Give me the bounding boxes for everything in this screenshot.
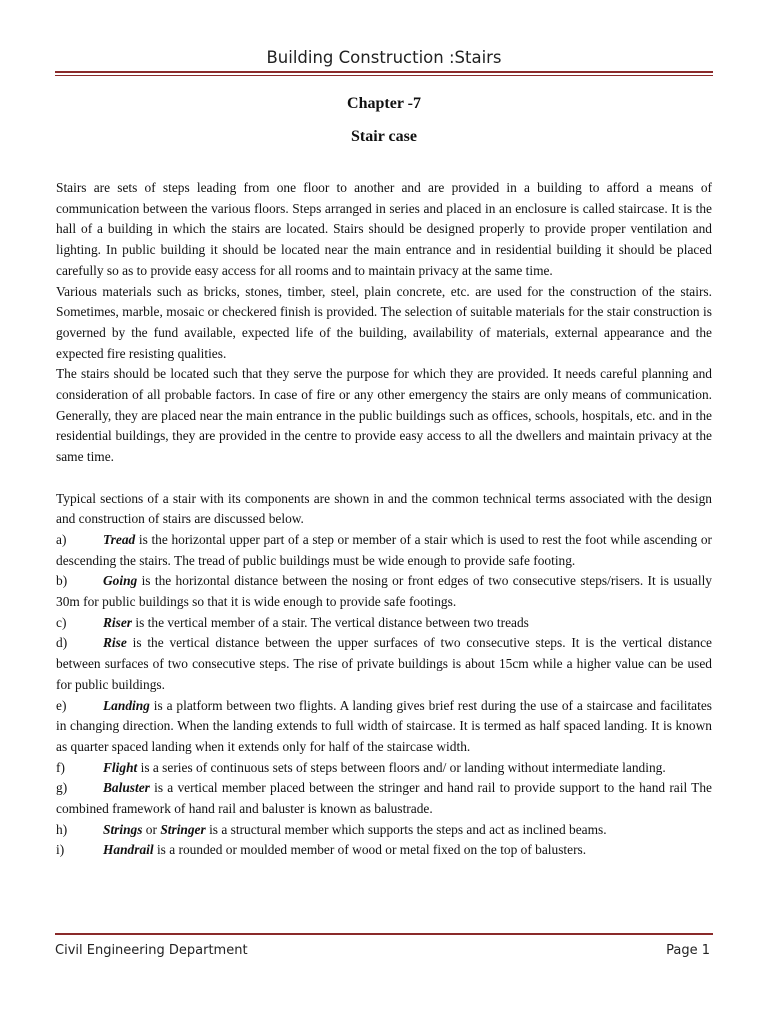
term-label: d) (56, 635, 68, 651)
term-definition: is a vertical member placed between the stringer and hand rail to provide support to the hand rail The combined framework of hand rail and baluster is known as balustrade. (56, 780, 712, 817)
term-item (56, 530, 712, 571)
header-divider-thin (55, 75, 713, 76)
header-divider (55, 71, 713, 73)
document-body (56, 178, 712, 861)
term-definition: is a platform between two flights. A landing gives brief rest during the use of a staircase and facilitates in changing direction. When the landing extends to full width of staircase. It is termed as half spaced landing. It is known as quarter spaced landing when it extends only for half of the staircase width. (56, 697, 712, 754)
term-name: Baluster (103, 780, 150, 796)
term-label: c) (56, 614, 67, 630)
term-connector: or (142, 821, 161, 837)
term-item (56, 633, 712, 695)
term-definition: is a series of continuous sets of steps between floors and/ or landing without intermediate landing. (137, 759, 666, 775)
term-label: e) (56, 697, 67, 713)
term-label: h) (56, 821, 68, 837)
paragraph: Typical sections of a stair with its components are shown in and the common technical terms associated with the design and construction of stairs are discussed below. (56, 490, 712, 527)
term-definition: is the vertical member of a stair. The vertical distance between two treads (132, 614, 529, 630)
term-item (56, 820, 712, 841)
paragraph: Various materials such as bricks, stones, timber, steel, plain concrete, etc. are used for the construction of the stairs. Sometimes, marble, mosaic or checkered finish is provided. The selection of suitable materials for the stair construction is governed by the fund available, expected life of the building, availability of materials, external appearance and the expected fire resisting qualities. (56, 283, 712, 361)
page-header-title: Building Construction :Stairs (266, 48, 502, 67)
term-item (56, 840, 712, 861)
term-name: Landing (103, 697, 150, 713)
term-name-alt: Stringer (160, 821, 206, 837)
term-definition: is the vertical distance between the upper surfaces of two consecutive steps. It is the vertical distance between surfaces of two consecutive steps. The rise of private buildings is about 15cm while a higher value can be used for public buildings. (56, 635, 712, 692)
chapter-title: Stair case (351, 128, 417, 145)
term-name: Riser (103, 614, 133, 630)
term-label: a) (56, 531, 67, 547)
term-name: Rise (103, 635, 127, 651)
term-definition: is the horizontal distance between the nosing or front edges of two consecutive steps/risers. It is usually 30m for public buildings so that it is wide enough to provide safe footings. (56, 573, 712, 610)
term-label: i) (56, 842, 65, 858)
footer-page-number: Page 1 (666, 943, 710, 958)
term-name: Going (103, 573, 138, 589)
footer-department: Civil Engineering Department (55, 943, 248, 958)
paragraph: Stairs are sets of steps leading from one floor to another and are provided in a building to afford a means of communication between the various floors. Steps arranged in series and placed in an enclosure is called staircase. It is the hall of a building in which the stairs are located. Stairs should be designed properly to provide proper ventilation and lighting. In public building it should be located near the main entrance and in residential building it should be placed carefully so as to provide easy access for all rooms and to maintain privacy at the same time. (56, 180, 712, 278)
term-label: b) (56, 573, 68, 589)
term-name: Handrail (103, 842, 154, 858)
footer-divider (55, 933, 713, 935)
term-definition: is a structural member which supports the steps and act as inclined beams. (205, 821, 607, 837)
term-label: f) (56, 759, 65, 775)
term-name: Flight (103, 759, 138, 775)
term-item (56, 696, 712, 758)
paragraph: The stairs should be located such that they serve the purpose for which they are provided. It needs careful planning and consideration of all probable factors. In case of fire or any other emergency the stairs are only means of communication. Generally, they are placed near the main entrance in the public buildings such as offices, schools, hospitals, etc. and in the residential buildings, they are provided in the centre to provide easy access to all the dwellers and maintain privacy at the same time. (56, 366, 712, 465)
term-name: Strings (103, 821, 143, 837)
term-item (56, 571, 712, 612)
chapter-number: Chapter -7 (347, 95, 421, 112)
term-definition: is the horizontal upper part of a step or member of a stair which is used to rest the foot while ascending or descending the stairs. The tread of public buildings must be wide enough to provide safe footing. (56, 531, 712, 568)
term-definition: is a rounded or moulded member of wood or metal fixed on the top of balusters. (153, 842, 587, 858)
term-item (56, 613, 712, 634)
term-name: Tread (103, 531, 136, 547)
term-label: g) (56, 780, 68, 796)
term-item (56, 758, 712, 779)
term-item (56, 778, 712, 819)
